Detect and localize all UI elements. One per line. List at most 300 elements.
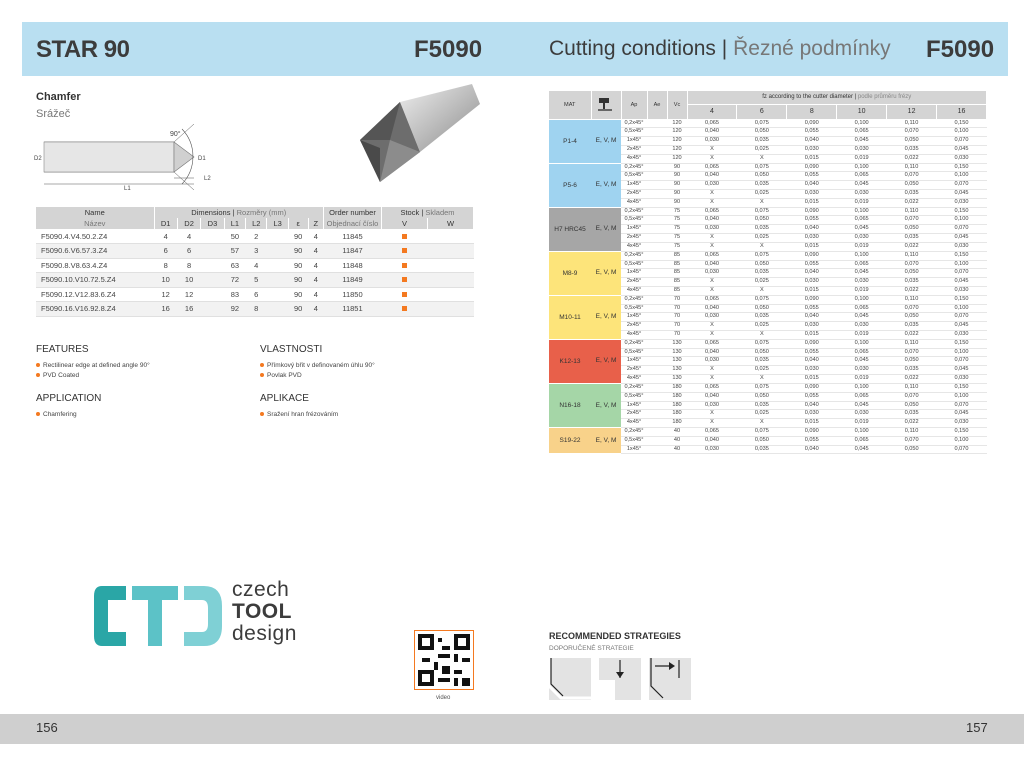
spacer-cell — [647, 207, 667, 216]
vc-cell: 70 — [667, 295, 687, 304]
cell-e: 90 — [288, 287, 308, 302]
fz-cell: 0,019 — [837, 286, 887, 295]
material-cell: M8-9 — [549, 251, 591, 295]
logo-line-design: design — [232, 622, 297, 645]
cell-d1: 6 — [154, 244, 177, 259]
ap-cell: 0,2x45° — [621, 339, 647, 348]
vc-cell: 70 — [667, 304, 687, 313]
chamfer-strategy-icon — [549, 658, 591, 700]
header-col: L3 — [267, 218, 288, 229]
spacer-cell — [647, 242, 667, 251]
ae-cell: E, V, M — [591, 163, 621, 207]
spacer-cell — [647, 357, 667, 366]
spacer-cell — [647, 278, 667, 287]
strategy-chamfer-1 — [549, 658, 591, 700]
fz-cell: 0,030 — [837, 234, 887, 243]
vc-cell: 85 — [667, 269, 687, 278]
fz-cell: 0,050 — [737, 392, 787, 401]
cell-z: 4 — [308, 302, 323, 317]
fz-cell: 0,100 — [837, 427, 887, 436]
fz-cell: 0,040 — [787, 181, 837, 190]
fz-cell: 0,019 — [837, 375, 887, 384]
fz-cell: X — [687, 278, 737, 287]
fz-cell: 0,150 — [937, 119, 987, 128]
list-item: Sražení hran frézováním — [260, 411, 338, 418]
fz-cell: 0,015 — [787, 331, 837, 340]
ae-cell: E, V, M — [591, 427, 621, 453]
cell-l2: 5 — [246, 273, 267, 288]
fz-cell: 0,030 — [787, 366, 837, 375]
fz-cell: 0,035 — [887, 234, 937, 243]
vc-cell: 70 — [667, 331, 687, 340]
stock-w-cell — [428, 258, 474, 273]
fz-cell: 0,025 — [737, 410, 787, 419]
fz-cell: 0,110 — [887, 339, 937, 348]
cell-d3 — [201, 287, 224, 302]
stock-v-cell — [382, 229, 428, 244]
list-item: Přímkový břit v definovaném úhlu 90° — [260, 362, 375, 369]
tool-image — [340, 82, 480, 200]
spacer-cell — [647, 251, 667, 260]
fz-cell: 0,050 — [737, 304, 787, 313]
fz-cell: 0,090 — [787, 427, 837, 436]
cutting-conditions-title — [549, 37, 891, 61]
ap-cell: 0,5x45° — [621, 216, 647, 225]
vc-cell: 85 — [667, 260, 687, 269]
cell-l3 — [267, 287, 288, 302]
fz-cell: 0,035 — [737, 137, 787, 146]
cell-d1: 10 — [154, 273, 177, 288]
cell-l3 — [267, 229, 288, 244]
cell-d3 — [201, 244, 224, 259]
cell-l2: 4 — [246, 258, 267, 273]
ap-cell: 4x45° — [621, 375, 647, 384]
fz-cell: 0,030 — [687, 181, 737, 190]
aplikace-title: APLIKACE — [260, 393, 309, 404]
dimensions-table — [36, 207, 474, 317]
fz-cell: 0,015 — [787, 242, 837, 251]
cell-z: 4 — [308, 258, 323, 273]
fz-cell: 0,100 — [937, 436, 987, 445]
fz-cell: 0,015 — [787, 286, 837, 295]
vc-cell: 180 — [667, 392, 687, 401]
ae-cell: E, V, M — [591, 295, 621, 339]
ap-cell: 0,2x45° — [621, 251, 647, 260]
cell-l3 — [267, 273, 288, 288]
fz-cell: 0,100 — [837, 119, 887, 128]
chamfer-title: Chamfer — [36, 91, 81, 103]
fz-cell: 0,030 — [837, 190, 887, 199]
in-stock-indicator — [402, 263, 407, 268]
header-dimensions — [154, 207, 324, 218]
ap-cell: 0,5x45° — [621, 436, 647, 445]
plunge-strategy-icon — [599, 658, 641, 700]
fz-cell: 0,090 — [787, 339, 837, 348]
fz-cell: 0,050 — [737, 216, 787, 225]
fz-cell: 0,019 — [837, 242, 887, 251]
stock-v-cell — [382, 302, 428, 317]
stock-w-cell — [428, 302, 474, 317]
fz-cell: 0,065 — [837, 128, 887, 137]
fz-cell: 0,110 — [887, 119, 937, 128]
cell-d2: 6 — [177, 244, 200, 259]
spacer-cell — [647, 145, 667, 154]
stock-w-cell — [428, 244, 474, 259]
fz-cell: 0,070 — [887, 304, 937, 313]
fz-cell: 0,035 — [887, 145, 937, 154]
table-row — [549, 119, 987, 128]
ap-cell: 0,2x45° — [621, 119, 647, 128]
application-title: APPLICATION — [36, 393, 102, 404]
fz-cell: 0,070 — [937, 137, 987, 146]
list-item: Rectilinear edge at defined angle 90° — [36, 362, 150, 369]
ae-cell: E, V, M — [591, 119, 621, 163]
cell-l2: 2 — [246, 229, 267, 244]
fz-cell: X — [687, 410, 737, 419]
spacer-cell — [647, 119, 667, 128]
cell-d2: 16 — [177, 302, 200, 317]
spacer-cell — [647, 225, 667, 234]
fz-cell: 0,045 — [837, 225, 887, 234]
fz-cell: 0,022 — [887, 375, 937, 384]
fz-cell: 0,070 — [887, 348, 937, 357]
fz-cell: X — [737, 375, 787, 384]
table-row — [549, 207, 987, 216]
vc-cell: 130 — [667, 375, 687, 384]
fz-cell: X — [737, 242, 787, 251]
table-row — [549, 427, 987, 436]
spacer-cell — [647, 322, 667, 331]
fz-cell: 0,050 — [737, 348, 787, 357]
cell-d3 — [201, 229, 224, 244]
fz-cell: 0,045 — [937, 410, 987, 419]
strategy-chamfer-2 — [599, 658, 641, 700]
vc-cell: 180 — [667, 419, 687, 428]
fz-cell: 0,065 — [687, 295, 737, 304]
l2-label: L2 — [204, 176, 211, 182]
stock-cz: Skladem — [425, 208, 455, 217]
fz-cell: 0,022 — [887, 286, 937, 295]
cell-d1: 4 — [154, 229, 177, 244]
cell-order: 11848 — [324, 258, 382, 273]
fz-cell: 0,030 — [787, 145, 837, 154]
in-stock-indicator — [402, 306, 407, 311]
vc-cell: 90 — [667, 190, 687, 199]
ap-cell: 1x45° — [621, 401, 647, 410]
fz-cell: 0,070 — [887, 172, 937, 181]
cell-d2: 4 — [177, 229, 200, 244]
list-item: PVD Coated — [36, 372, 150, 379]
fz-cell: 0,055 — [787, 348, 837, 357]
fz-cell: 0,030 — [787, 278, 837, 287]
header-col: L2 — [246, 218, 267, 229]
fz-cell: 0,055 — [787, 172, 837, 181]
ap-cell: 2x45° — [621, 410, 647, 419]
ap-cell: 4x45° — [621, 331, 647, 340]
fz-cell: 0,090 — [787, 251, 837, 260]
vc-cell: 120 — [667, 145, 687, 154]
fz-cell: 0,075 — [737, 163, 787, 172]
material-cell: N16-18 — [549, 383, 591, 427]
fz-cell: 0,100 — [937, 260, 987, 269]
fz-cell: 0,045 — [937, 278, 987, 287]
cell-e: 90 — [288, 258, 308, 273]
fz-cell: 0,050 — [887, 445, 937, 454]
ap-cell: 4x45° — [621, 242, 647, 251]
vlastnosti-title: VLASTNOSTI — [260, 344, 323, 355]
spacer-cell — [647, 331, 667, 340]
fz-cell: 0,015 — [787, 154, 837, 163]
fz-cell: 0,030 — [837, 278, 887, 287]
vc-cell: 180 — [667, 383, 687, 392]
ap-cell: 1x45° — [621, 225, 647, 234]
table-row — [36, 258, 474, 273]
spacer-cell — [647, 410, 667, 419]
cell-l3 — [267, 244, 288, 259]
fz-cell: 0,040 — [787, 225, 837, 234]
fz-cell: 0,150 — [937, 251, 987, 260]
fz-cell: 0,030 — [687, 357, 737, 366]
dims-cz: Rozměry (mm) — [236, 208, 287, 217]
fz-cell: 0,065 — [837, 260, 887, 269]
fz-cell: 0,035 — [737, 357, 787, 366]
fz-cell: 0,015 — [787, 198, 837, 207]
spacer-cell — [647, 436, 667, 445]
header-diameter: 8 — [787, 104, 837, 119]
header-order-cz: Objednací číslo — [324, 218, 382, 229]
fz-cell: 0,075 — [737, 427, 787, 436]
fz-cell: X — [687, 242, 737, 251]
cell-d3 — [201, 258, 224, 273]
fz-cell: 0,075 — [737, 251, 787, 260]
fz-cell: 0,045 — [837, 269, 887, 278]
ap-cell: 1x45° — [621, 357, 647, 366]
fz-cell: 0,030 — [687, 225, 737, 234]
ae-cell: E, V, M — [591, 207, 621, 251]
vc-cell: 75 — [667, 216, 687, 225]
spacer-cell — [647, 269, 667, 278]
ap-cell: 0,5x45° — [621, 172, 647, 181]
fz-cell: 0,100 — [837, 163, 887, 172]
dims-en: Dimensions — [191, 208, 231, 217]
ap-cell: 1x45° — [621, 269, 647, 278]
fz-cell: 0,055 — [787, 128, 837, 137]
vc-cell: 120 — [667, 154, 687, 163]
in-stock-indicator — [402, 277, 407, 282]
fz-cell: 0,022 — [887, 154, 937, 163]
fz-cell: 0,090 — [787, 163, 837, 172]
fz-cell: 0,030 — [937, 242, 987, 251]
in-stock-indicator — [402, 292, 407, 297]
cell-name: F5090.16.V16.92.8.Z4 — [36, 302, 154, 317]
list-item: Chamfering — [36, 411, 77, 418]
fz-cell: 0,030 — [837, 366, 887, 375]
vc-cell: 40 — [667, 445, 687, 454]
ap-cell: 2x45° — [621, 234, 647, 243]
ap-cell: 0,5x45° — [621, 304, 647, 313]
fz-cell: X — [687, 331, 737, 340]
vc-cell: 85 — [667, 286, 687, 295]
fz-cell: 0,035 — [887, 278, 937, 287]
fz-cell: 0,050 — [737, 260, 787, 269]
ae-cell: E, V, M — [591, 383, 621, 427]
page-number-right: 157 — [966, 720, 988, 735]
strategies-title: RECOMMENDED STRATEGIES — [549, 631, 681, 641]
fz-cell: 0,022 — [887, 198, 937, 207]
ap-cell: 1x45° — [621, 137, 647, 146]
fz-cell: 0,019 — [837, 154, 887, 163]
header-diameter: 16 — [937, 104, 987, 119]
fz-cell: 0,150 — [937, 163, 987, 172]
cutting-conditions-table — [549, 91, 987, 454]
fz-cell: 0,070 — [937, 225, 987, 234]
fz-cell: 0,100 — [837, 383, 887, 392]
cell-z: 4 — [308, 229, 323, 244]
fz-cell: 0,075 — [737, 383, 787, 392]
fz-cell: 0,100 — [937, 392, 987, 401]
fz-cell: 0,045 — [837, 357, 887, 366]
fz-cell: 0,070 — [887, 128, 937, 137]
fz-cell: 0,065 — [837, 216, 887, 225]
stock-v-cell — [382, 244, 428, 259]
fz-cell: 0,065 — [837, 392, 887, 401]
cell-l1: 63 — [224, 258, 245, 273]
fz-cell: 0,030 — [787, 410, 837, 419]
fz-cell: 0,110 — [887, 163, 937, 172]
cell-d2: 10 — [177, 273, 200, 288]
spacer-cell — [647, 172, 667, 181]
vc-cell: 120 — [667, 119, 687, 128]
fz-cell: 0,019 — [837, 331, 887, 340]
fz-cell: 0,050 — [737, 436, 787, 445]
title-en: Cutting conditions — [549, 37, 716, 60]
product-code-left: F5090 — [414, 36, 483, 63]
fz-cell: 0,030 — [937, 198, 987, 207]
cell-d3 — [201, 273, 224, 288]
ap-cell: 1x45° — [621, 445, 647, 454]
table-row — [549, 251, 987, 260]
fz-cell: 0,050 — [887, 401, 937, 410]
fz-cell: 0,100 — [837, 251, 887, 260]
spacer-cell — [647, 190, 667, 199]
cell-order: 11847 — [324, 244, 382, 259]
fz-cell: 0,025 — [737, 278, 787, 287]
header-col: D2 — [177, 218, 200, 229]
fz-cell: 0,090 — [787, 207, 837, 216]
fz-cell: 0,030 — [837, 145, 887, 154]
title-cz: Řezné podmínky — [733, 37, 891, 60]
qr-code[interactable] — [414, 630, 474, 690]
fz-cell: 0,022 — [887, 419, 937, 428]
fz-cell: 0,065 — [687, 383, 737, 392]
header-stock-w: W — [428, 218, 474, 229]
ap-cell: 2x45° — [621, 322, 647, 331]
fz-cell: 0,035 — [737, 269, 787, 278]
fz-cell: 0,030 — [687, 137, 737, 146]
d2-label: D2 — [34, 156, 42, 162]
title-sep: | — [721, 37, 728, 60]
table-row — [549, 295, 987, 304]
fz-cell: 0,065 — [687, 119, 737, 128]
cell-name: F5090.12.V12.83.6.Z4 — [36, 287, 154, 302]
l1-label: L1 — [124, 186, 131, 190]
table-row — [36, 229, 474, 244]
table-row — [36, 302, 474, 317]
header-col: Z — [308, 218, 323, 229]
qr-label: video — [436, 695, 451, 701]
spacer-cell — [647, 216, 667, 225]
ap-cell: 0,5x45° — [621, 260, 647, 269]
fz-cell: 0,030 — [787, 234, 837, 243]
vc-cell: 130 — [667, 348, 687, 357]
cell-e: 90 — [288, 244, 308, 259]
spacer-cell — [647, 427, 667, 436]
vc-cell: 85 — [667, 278, 687, 287]
fz-cell: 0,150 — [937, 207, 987, 216]
fz-cell: 0,040 — [787, 137, 837, 146]
fz-cell: 0,045 — [937, 234, 987, 243]
fz-cell: X — [687, 154, 737, 163]
fz-cell: 0,065 — [687, 251, 737, 260]
fz-cell: 0,090 — [787, 383, 837, 392]
header-col: L1 — [224, 218, 245, 229]
fz-cell: 0,019 — [837, 198, 887, 207]
vc-cell: 40 — [667, 436, 687, 445]
material-cell: P5-6 — [549, 163, 591, 207]
vc-cell: 120 — [667, 137, 687, 146]
angle-label: 90° — [170, 131, 181, 138]
vc-cell: 75 — [667, 234, 687, 243]
fz-cell: 0,015 — [787, 419, 837, 428]
list-item: Povlak PVD — [260, 372, 375, 379]
fz-cell: 0,100 — [937, 172, 987, 181]
qr-icon — [418, 634, 470, 686]
ap-cell: 0,2x45° — [621, 427, 647, 436]
in-stock-indicator — [402, 234, 407, 239]
fz-cell: 0,030 — [937, 375, 987, 384]
fz-cell: 0,065 — [687, 427, 737, 436]
spacer-cell — [647, 181, 667, 190]
spacer-cell — [647, 366, 667, 375]
header-diameter: 10 — [837, 104, 887, 119]
fz-cell: 0,065 — [837, 348, 887, 357]
spacer-cell — [647, 154, 667, 163]
cell-z: 4 — [308, 287, 323, 302]
cell-l2: 8 — [246, 302, 267, 317]
header-vc: Vc — [667, 91, 687, 119]
fz-cell: X — [687, 419, 737, 428]
vc-cell: 90 — [667, 172, 687, 181]
vc-cell: 85 — [667, 251, 687, 260]
fz-cell: 0,040 — [787, 401, 837, 410]
fz-cell: 0,045 — [937, 190, 987, 199]
fz-cell: 0,150 — [937, 339, 987, 348]
fz-cell: 0,040 — [687, 304, 737, 313]
material-cell: M10-11 — [549, 295, 591, 339]
fz-cell: 0,050 — [737, 172, 787, 181]
fz-cell: 0,050 — [887, 181, 937, 190]
cell-order: 11845 — [324, 229, 382, 244]
ap-cell: 0,5x45° — [621, 128, 647, 137]
logo-line-tool: TOOL — [232, 600, 292, 623]
tool-drawing — [34, 124, 230, 190]
ap-cell: 1x45° — [621, 313, 647, 322]
fz-cell: 0,150 — [937, 295, 987, 304]
ap-cell: 4x45° — [621, 286, 647, 295]
ap-cell: 2x45° — [621, 145, 647, 154]
stock-v-cell — [382, 287, 428, 302]
fz-cell: 0,035 — [737, 401, 787, 410]
